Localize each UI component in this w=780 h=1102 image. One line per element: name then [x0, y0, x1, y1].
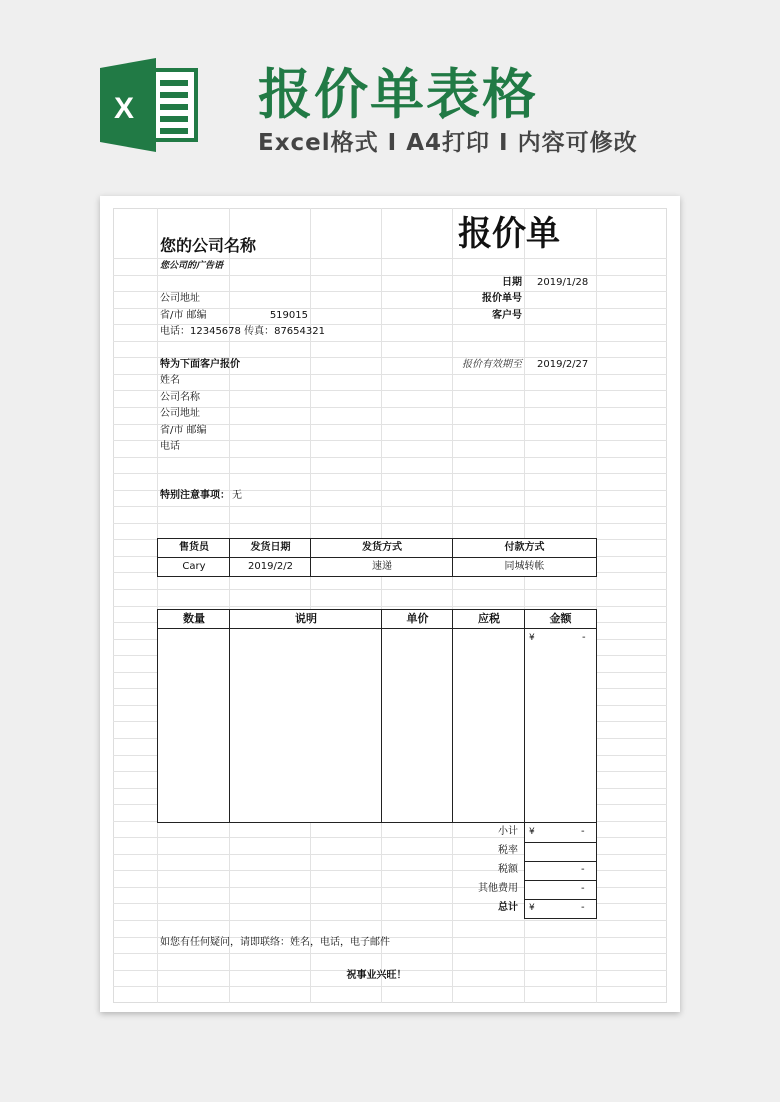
items-table [157, 609, 597, 823]
salesperson-value[interactable]: Cary [182, 561, 206, 572]
banner-title: 报价单表格 [258, 63, 538, 126]
date-label: 日期 [502, 277, 522, 288]
excel-logo-icon [100, 56, 198, 154]
amount-currency: ¥ [529, 633, 535, 643]
header-taxable: 应税 [478, 612, 500, 625]
shipping-table [157, 538, 597, 577]
company-name[interactable]: 您的公司名称 [160, 236, 257, 255]
date-value[interactable]: 2019/1/28 [537, 277, 589, 288]
document-title: 报价单 [458, 214, 560, 254]
notes-label: 特别注意事项： [160, 490, 230, 501]
totals-value[interactable]: - [581, 883, 585, 894]
ship-date-value[interactable]: 2019/2/2 [248, 561, 293, 572]
header-ship-method: 发货方式 [362, 542, 402, 553]
grid-row-line [113, 986, 667, 987]
company-address[interactable]: 公司地址 [160, 293, 200, 304]
company-slogan[interactable]: 您公司的广告语 [160, 261, 224, 271]
totals-currency: ¥ [529, 903, 535, 913]
valid-until-value[interactable]: 2019/2/27 [537, 359, 589, 370]
totals-value[interactable]: - [581, 902, 585, 913]
banner-subtitle: Excel格式 I A4打印 I 内容可修改 [258, 130, 638, 156]
grid-row-line [113, 440, 667, 441]
totals-label: 其他费用 [478, 883, 518, 894]
totals-label: 总计 [498, 902, 518, 913]
totals-value[interactable]: - [581, 826, 585, 837]
customer-phone[interactable]: 电话 [160, 441, 180, 452]
grid-row-line [113, 589, 667, 590]
customer-number-label: 客户号 [492, 310, 522, 321]
totals-label: 税率 [498, 845, 518, 856]
ship-method-value[interactable]: 速递 [372, 561, 392, 572]
closing-message[interactable]: 祝事业兴旺！ [346, 970, 407, 981]
grid-row-line [113, 506, 667, 507]
grid-row-line [113, 341, 667, 342]
contact-note[interactable]: 如您有任何疑问，请即联络：姓名，电话，电子邮件 [160, 937, 390, 948]
header-salesperson: 售货员 [179, 542, 209, 553]
customer-city-zip[interactable]: 省/市 邮编 [160, 425, 207, 436]
grid-row-line [113, 457, 667, 458]
totals-label: 税额 [498, 864, 518, 875]
totals-label: 小计 [498, 826, 518, 837]
totals-currency: ¥ [529, 827, 535, 837]
header-unit-price: 单价 [406, 612, 429, 625]
payment-value[interactable]: 同城转帐 [504, 561, 545, 572]
totals-value[interactable]: - [581, 864, 585, 875]
grid-row-line [113, 606, 667, 607]
grid-row-line [113, 374, 667, 375]
amount-value[interactable]: - [582, 632, 586, 643]
quote-for-label: 特为下面客户报价 [160, 359, 240, 370]
customer-address[interactable]: 公司地址 [160, 408, 200, 419]
customer-company[interactable]: 公司名称 [160, 392, 200, 403]
valid-until-label: 报价有效期至 [462, 359, 522, 370]
header-amount: 金额 [549, 612, 572, 625]
header-payment: 付款方式 [504, 542, 545, 553]
svg-text:X: X [114, 92, 135, 125]
quote-number-label: 报价单号 [482, 293, 522, 304]
grid-row-line [113, 920, 667, 921]
header-ship-date: 发货日期 [250, 542, 291, 553]
grid-row-line [113, 473, 667, 474]
header-quantity: 数量 [183, 612, 205, 625]
company-zip[interactable]: 519015 [269, 310, 308, 321]
header-description: 说明 [295, 612, 317, 625]
customer-name[interactable]: 姓名 [160, 375, 180, 386]
grid-row-line [113, 953, 667, 954]
company-phone-fax[interactable]: 电话：12345678 传真：87654321 [160, 326, 325, 337]
grid-row-line [113, 523, 667, 524]
notes-value[interactable]: 无 [232, 490, 242, 501]
company-city-zip[interactable]: 省/市 邮编 [160, 310, 207, 321]
